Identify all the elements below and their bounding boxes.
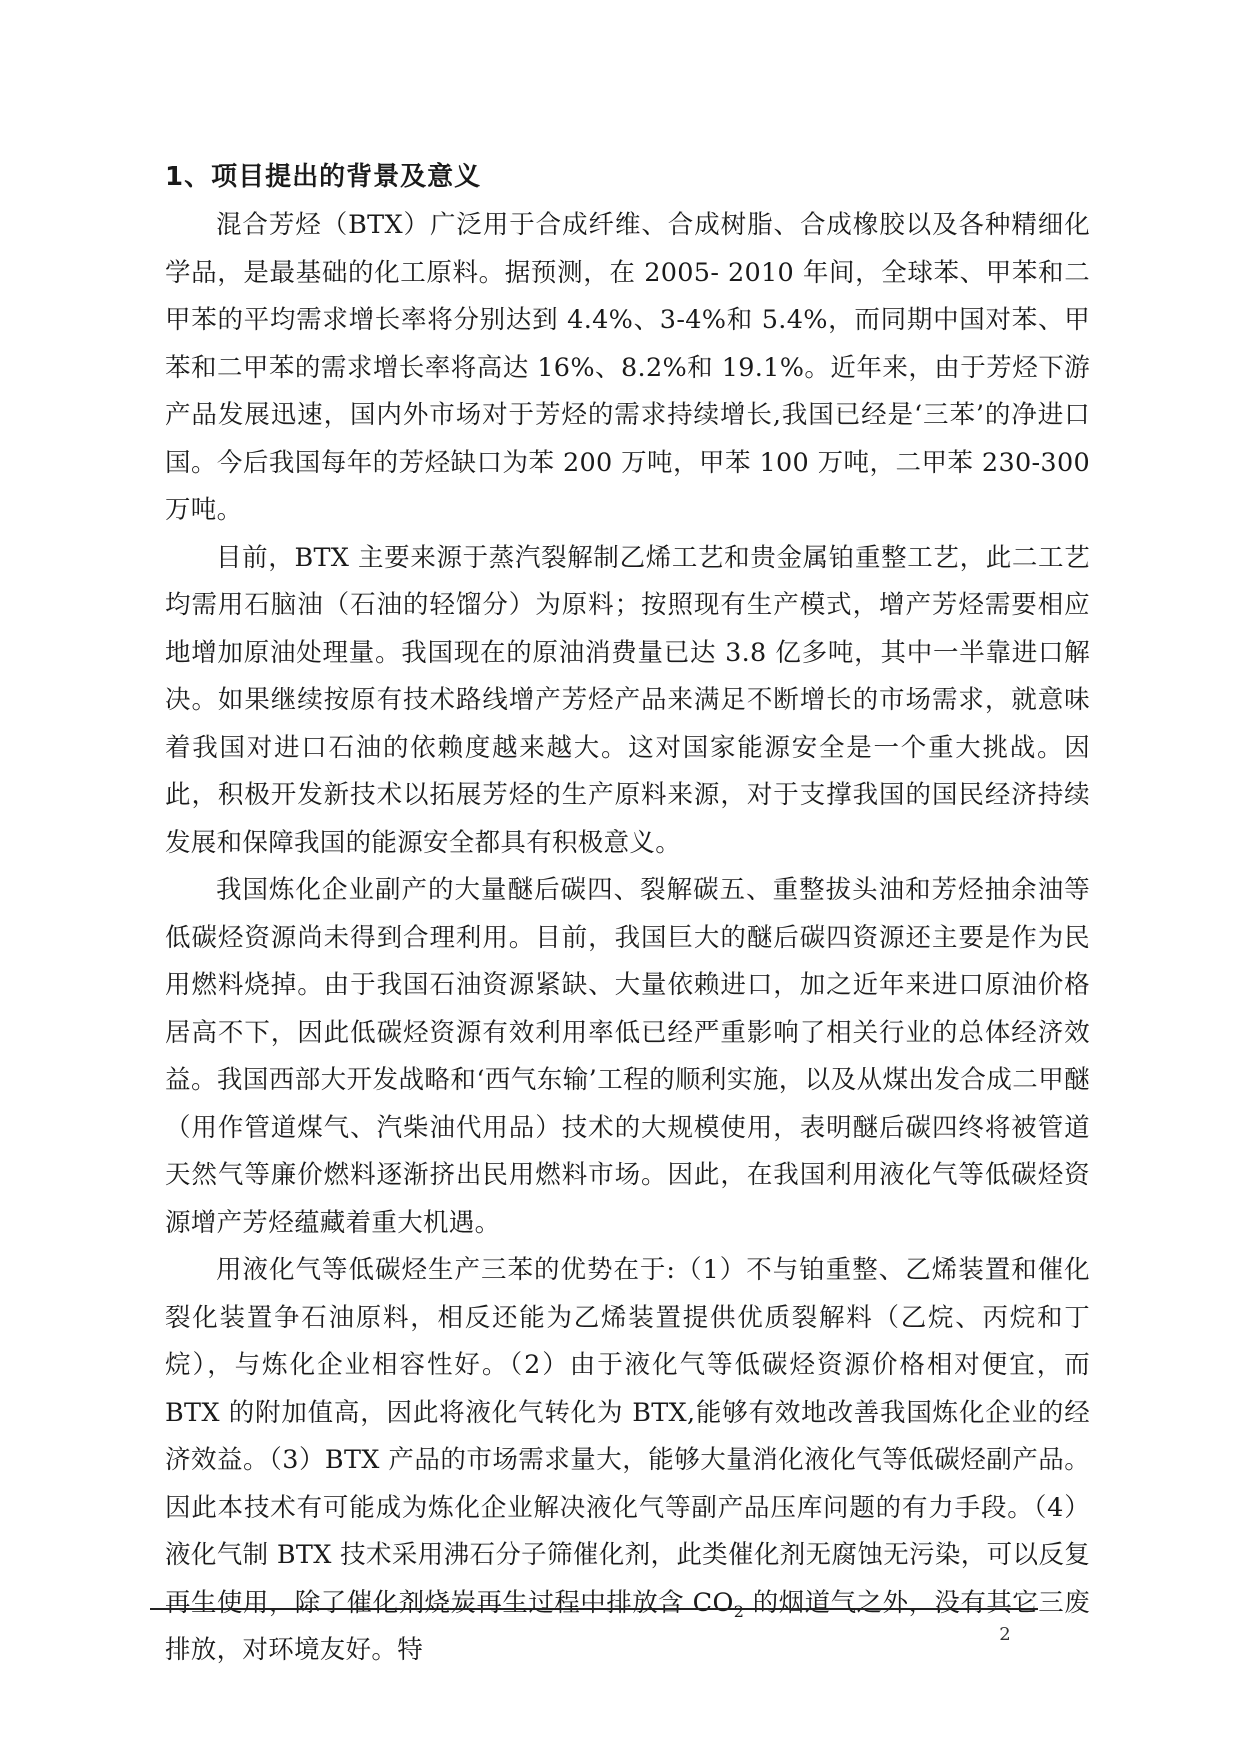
paragraph-btx-demand: 混合芳烃（BTX）广泛用于合成纤维、合成树脂、合成橡胶以及各种精细化学品，是最基础的化工原料。据预测，在 2005- 2010 年间，全球苯、甲苯和二甲苯的平均需求增长率将分别达到 4.4%、3-4%和 5.4%，而同期中国对苯、甲苯和二甲苯的需求增长率将高达 16%、8.2%和 19.1%。近年来，由于芳烃下游产品发展迅速，国内外市场对于芳烃的需求持续增长,我国已经是‘三苯’的净进口国。今后我国每年的芳烃缺口为苯 200 万吨，甲苯 100 万吨，二甲苯 230-300 万吨。	[165, 210, 1090, 525]
footer-rule	[150, 1608, 1038, 1610]
advantages-text: 用液化气等低碳烃生产三苯的优势在于:（1）不与铂重整、乙烯装置和催化裂化装置争石油原料，相反还能为乙烯装置提供优质裂解料（乙烷、丙烷和丁烷），与炼化企业相容性好。（2）由于液化气等低碳烃资源价格相对便宜，而 BTX 的附加值高，因此将液化气转化为 BTX,能够有效地改善我国炼化企业的经济效益。（3）BTX 产品的市场需求量大，能够大量消化液化气等低碳烃副产品。因此本技术有可能成为炼化企业解决液化气等副产品压库问题的有力手段。（4）液化气制 BTX 技术采用沸石分子筛催化剂，此类催化剂无腐蚀无污染，可以反复再生使用，除了催化剂烧炭再生过程中排放含 CO	[165, 1255, 1090, 1618]
section-title: 1、项目提出的背景及意义	[165, 162, 482, 192]
page-number: 2	[999, 1624, 1011, 1645]
page-body	[165, 152, 1090, 1675]
paragraph-advantages	[165, 1247, 1090, 1675]
paragraph-low-carbon-resources: 我国炼化企业副产的大量醚后碳四、裂解碳五、重整拔头油和芳烃抽余油等低碳烃资源尚未得到合理利用。目前，我国巨大的醚后碳四资源还主要是作为民用燃料烧掉。由于我国石油资源紧缺、大量依赖进口，加之近年来进口原油价格居高不下，因此低碳烃资源有效利用率低已经严重影响了相关行业的总体经济效益。我国西部大开发战略和‘西气东输’工程的顺利实施，以及从煤出发合成二甲醚（用作管道煤气、汽柴油代用品）技术的大规模使用，表明醚后碳四终将被管道天然气等廉价燃料逐渐挤出民用燃料市场。因此，在我国利用液化气等低碳烃资源增产芳烃蕴藏着重大机遇。	[165, 875, 1090, 1238]
paragraph-btx-sources: 目前，BTX 主要来源于蒸汽裂解制乙烯工艺和贵金属铂重整工艺，此二工艺均需用石脑油（石油的轻馏分）为原料；按照现有生产模式，增产芳烃需要相应地增加原油处理量。我国现在的原油消费量已达 3.8 亿多吨，其中一半靠进口解决。如果继续按原有技术路线增产芳烃产品来满足不断增长的市场需求，就意味着我国对进口石油的依赖度越来越大。这对国家能源安全是一个重大挑战。因此，积极开发新技术以拓展芳烃的生产原料来源，对于支撑我国的国民经济持续发展和保障我国的能源安全都具有积极意义。	[165, 542, 1090, 858]
advantages-text-end: 的烟道气之外，没有其它三废排放，对环境友好。特	[165, 1587, 1090, 1665]
co2-subscript: 2	[733, 1601, 745, 1621]
